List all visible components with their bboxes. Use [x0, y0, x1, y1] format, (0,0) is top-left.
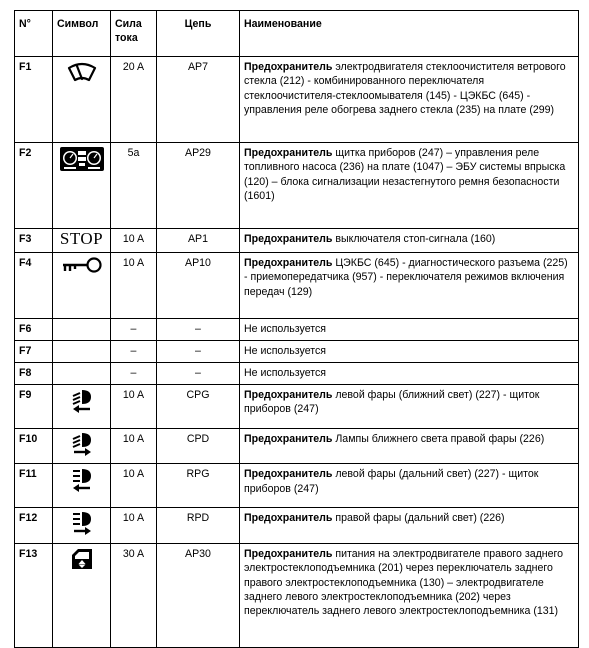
- current-value: 10 A: [111, 464, 157, 508]
- description-lead: Предохранитель: [244, 61, 333, 73]
- current-value: –: [111, 319, 157, 341]
- table-row: [15, 57, 579, 143]
- description-text: левой фары (дальний свет) (227) - щиток приборов (247): [244, 468, 539, 495]
- description-text: Не используется: [244, 323, 327, 335]
- circuit-code: AP29: [157, 143, 240, 229]
- description-lead: Предохранитель: [244, 257, 333, 269]
- current-value: –: [111, 363, 157, 385]
- circuit-code: –: [157, 363, 240, 385]
- fuse-description: [240, 143, 579, 229]
- table-row: [15, 253, 579, 319]
- description-text: ЦЭКБС (645) - диагностического разъема (225) - приемопередатчика (957) - переключателя режимов включения передач (129): [244, 257, 568, 298]
- symbol-cell: [53, 341, 111, 363]
- symbol-cell: [53, 143, 111, 229]
- table-row: [15, 385, 579, 429]
- table-header-row: [15, 11, 579, 57]
- description-text: левой фары (ближний свет) (227) - щиток приборов (247): [244, 389, 540, 416]
- fuse-description: [240, 319, 579, 341]
- description-text: щитка приборов (247) – управления реле топливного насоса (236) на плате (1047) – ЭБУ системы впрыска (120) – блока сигнализации незастегнутого ремня безопасности (1601): [244, 147, 566, 203]
- description-text: питания на электродвигателе правого заднего электростеклоподъемника (201) через переключатель заднего правого электростеклоподъемника (130) – электродвигателе заднего левого электростеклоподъемника (202) через переключатель заднего левого электростеклоподъемника (131): [244, 547, 564, 618]
- current-value: –: [111, 341, 157, 363]
- current-value: 10 A: [111, 229, 157, 253]
- fuse-number: F2: [15, 143, 53, 229]
- circuit-code: AP7: [157, 57, 240, 143]
- symbol-cell: [53, 363, 111, 385]
- low-beam-left-icon: [69, 388, 95, 418]
- symbol-cell: [53, 319, 111, 341]
- circuit-code: CPD: [157, 429, 240, 464]
- description-text: Не используется: [244, 367, 327, 379]
- table-row: [15, 464, 579, 508]
- low-beam-right-icon: [69, 432, 95, 460]
- fuse-description: [240, 363, 579, 385]
- fuse-number: F3: [15, 229, 53, 253]
- fuse-description: [240, 341, 579, 363]
- fuse-number: F9: [15, 385, 53, 429]
- current-value: 30 A: [111, 543, 157, 647]
- current-value: 10 A: [111, 429, 157, 464]
- circuit-code: AP1: [157, 229, 240, 253]
- description-lead: Предохранитель: [244, 147, 333, 159]
- header-current: [111, 11, 157, 57]
- description-text: правой фары (дальний свет) (226): [332, 512, 505, 525]
- symbol-cell: [53, 464, 111, 508]
- table-row: [15, 341, 579, 363]
- fuse-description: [240, 508, 579, 543]
- current-value: 10 A: [111, 508, 157, 543]
- description-text: выключателя стоп-сигнала (160): [332, 233, 496, 245]
- high-beam-right-icon: [69, 511, 95, 539]
- description-text: электродвигателя стеклоочистителя ветрового стекла (212) - комбинированного переключателя стеклоочистителя-стеклоомывателя (145) - ЦЭКБС (645) - управления реле обогрева заднего стекла (235) на плате (299): [244, 61, 566, 117]
- circuit-code: CPG: [157, 385, 240, 429]
- fuse-number: F12: [15, 508, 53, 543]
- fuse-description: [240, 464, 579, 508]
- table-row: [15, 543, 579, 647]
- current-value: 5a: [111, 143, 157, 229]
- symbol-cell: [53, 543, 111, 647]
- header-symbol: Символ: [53, 11, 111, 57]
- instrument-cluster-icon: [59, 146, 105, 176]
- symbol-cell: [53, 253, 111, 319]
- current-value: 10 A: [111, 253, 157, 319]
- table-row: [15, 508, 579, 543]
- symbol-cell: [53, 429, 111, 464]
- circuit-code: –: [157, 319, 240, 341]
- description-lead: Предохранитель: [244, 547, 333, 560]
- symbol-cell: [53, 385, 111, 429]
- description-lead: Предохранитель: [244, 468, 333, 481]
- symbol-cell: [53, 229, 111, 253]
- current-value: 20 A: [111, 57, 157, 143]
- fuse-number: F7: [15, 341, 53, 363]
- fuse-number: F1: [15, 57, 53, 143]
- power-window-icon: [70, 547, 94, 575]
- fuse-number: F10: [15, 429, 53, 464]
- wiper-icon: [67, 60, 97, 86]
- description-lead: Предохранитель: [244, 512, 333, 525]
- symbol-cell: [53, 508, 111, 543]
- circuit-code: AP30: [157, 543, 240, 647]
- header-current-line1: Сила: [115, 18, 142, 30]
- header-current-line2: тока: [115, 32, 138, 45]
- header-number: N°: [15, 11, 53, 57]
- description-text: Не используется: [244, 345, 327, 357]
- fuse-table: [14, 10, 579, 648]
- fuse-description: [240, 429, 579, 464]
- fuse-description: [240, 57, 579, 143]
- circuit-code: AP10: [157, 253, 240, 319]
- fuse-number: F4: [15, 253, 53, 319]
- description-lead: Предохранитель: [244, 433, 333, 445]
- fuse-number: F6: [15, 319, 53, 341]
- symbol-cell: [53, 57, 111, 143]
- table-row: [15, 319, 579, 341]
- circuit-code: –: [157, 341, 240, 363]
- current-value: 10 A: [111, 385, 157, 429]
- key-icon: [61, 256, 103, 278]
- circuit-code: RPG: [157, 464, 240, 508]
- high-beam-left-icon: [69, 467, 95, 497]
- description-lead: Предохранитель: [244, 233, 333, 245]
- fuse-description: [240, 543, 579, 647]
- fuse-number: F8: [15, 363, 53, 385]
- fuse-number: F13: [15, 543, 53, 647]
- stop-text-icon: STOP: [59, 229, 104, 248]
- description-lead: Предохранитель: [244, 389, 333, 401]
- fuse-number: F11: [15, 464, 53, 508]
- fuse-description: [240, 229, 579, 253]
- header-name: Наименование: [240, 11, 579, 57]
- table-row: [15, 363, 579, 385]
- table-row: [15, 143, 579, 229]
- fuse-description: [240, 385, 579, 429]
- table-row: [15, 229, 579, 253]
- circuit-code: RPD: [157, 508, 240, 543]
- fuse-description: [240, 253, 579, 319]
- header-circuit: Цепь: [157, 11, 240, 57]
- description-text: Лампы ближнего света правой фары (226): [332, 433, 545, 445]
- table-row: [15, 429, 579, 464]
